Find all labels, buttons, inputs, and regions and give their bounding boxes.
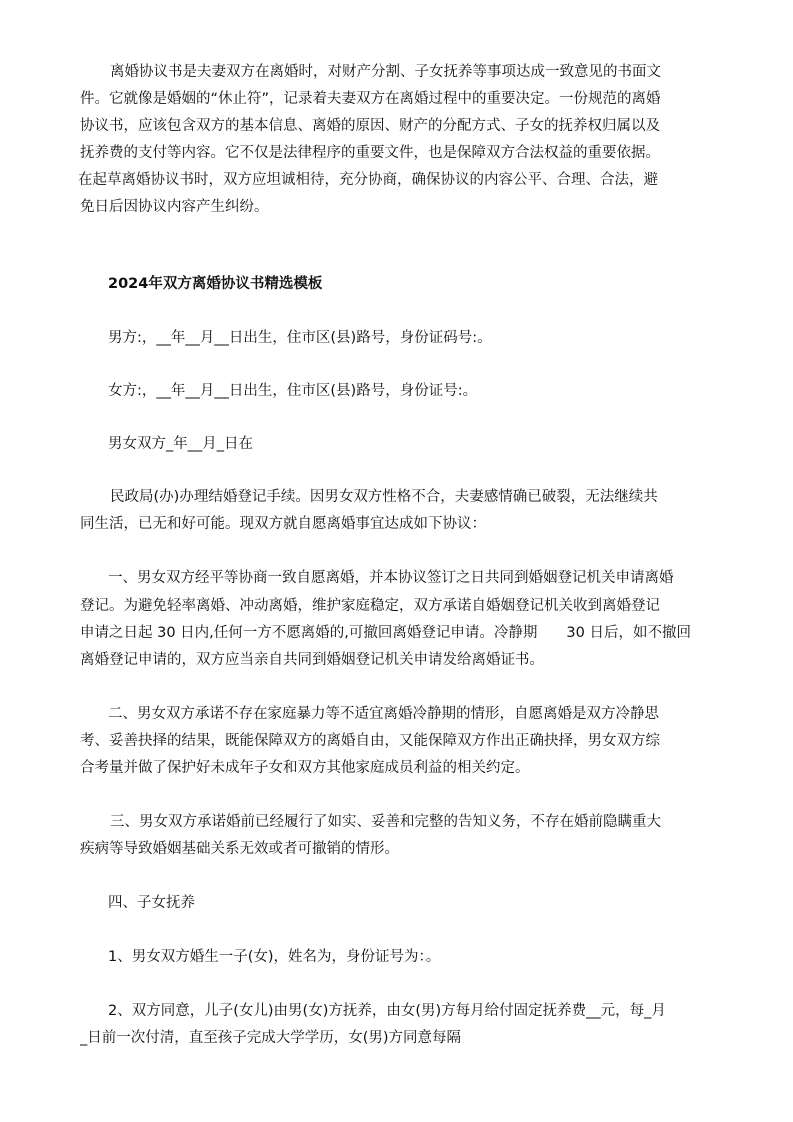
clause2-line-2: 考、妥善抉择的结果，既能保障双方的离婚自由，又能保障双方作出正确抉择，男女双方综	[80, 733, 660, 749]
clause1-line-1: 一、男女双方经平等协商一致自愿离婚，并本协议签订之日共同到婚姻登记机关申请离婚	[108, 570, 674, 586]
clause3-line-1: 三、男女双方承诺婚前已经履行了如实、妥善和完整的告知义务，不存在婚前隐瞒重大	[110, 814, 661, 830]
clause1-line-4: 离婚登记申请的，双方应当亲自共同到婚姻登记机关申请发给离婚证书。	[80, 652, 544, 668]
male-info-line: 男方:，__年__月__日出生，住市区(县)路号，身份证码号:。	[108, 330, 492, 346]
intro-line-5: 在起草离婚协议书时，双方应坦诚相待，充分协商，确保协议的内容公平、合理、合法，避	[78, 172, 658, 188]
clause4-heading: 四、子女抚养	[108, 895, 195, 911]
clause4-item1: 1、男女双方婚生一子(女)，姓名为，身份证号为：。	[108, 949, 441, 965]
clause3-line-2: 疾病等导致婚姻基础关系无效或者可撤销的情形。	[80, 841, 399, 857]
registration-line-1: 民政局(办)办理结婚登记手续。因男女双方性格不合，夫妻感情确已破裂，无法继续共	[110, 489, 658, 505]
intro-line-6: 免日后因协议内容产生纠纷。	[80, 199, 269, 215]
clause1-line-3: 申请之日起 30 日内,任何一方不愿离婚的,可撤回离婚登记申请。冷静期 30 日后，如不撤回	[80, 625, 691, 641]
intro-line-4: 抚养费的支付等内容。它不仅是法律程序的重要文件，也是保障双方合法权益的重要依据。	[80, 145, 660, 161]
intro-line-1: 离婚协议书是夫妻双方在离婚时，对财产分割、子女抚养等事项达成一致意见的书面文	[110, 64, 661, 80]
clause2-line-3: 合考量并做了保护好未成年子女和双方其他家庭成员利益的相关约定。	[80, 760, 530, 776]
intro-line-3: 协议书，应该包含双方的基本信息、离婚的原因、财产的分配方式、子女的抚养权归属以及	[80, 118, 660, 134]
clause4-item2-line-2: _日前一次付清，直至孩子完成大学学历，女(男)方同意每隔	[80, 1030, 462, 1046]
clause1-line-2: 登记。为避免轻率离婚、冲动离婚，维护家庭稳定，双方承诺自婚姻登记机关收到离婚登记	[80, 598, 660, 614]
document-title: 2024年双方离婚协议书精选模板	[108, 276, 323, 292]
registration-line-2: 同生活，已无和好可能。现双方就自愿离婚事宜达成如下协议：	[80, 516, 486, 532]
marriage-date-line: 男女双方_年__月_日在	[108, 436, 253, 452]
female-info-line: 女方:，__年__月__日出生，住市区(县)路号，身份证号:。	[108, 383, 478, 399]
clause4-item2-line-1: 2、双方同意，儿子(女儿)由男(女)方抚养，由女(男)方每月给付固定抚养费__元，每_月	[108, 1003, 666, 1019]
clause2-line-1: 二、男女双方承诺不存在家庭暴力等不适宜离婚冷静期的情形，自愿离婚是双方冷静思	[108, 706, 659, 722]
intro-line-2: 件。它就像是婚姻的“休止符”，记录着夫妻双方在离婚过程中的重要决定。一份规范的离婚	[80, 91, 661, 107]
